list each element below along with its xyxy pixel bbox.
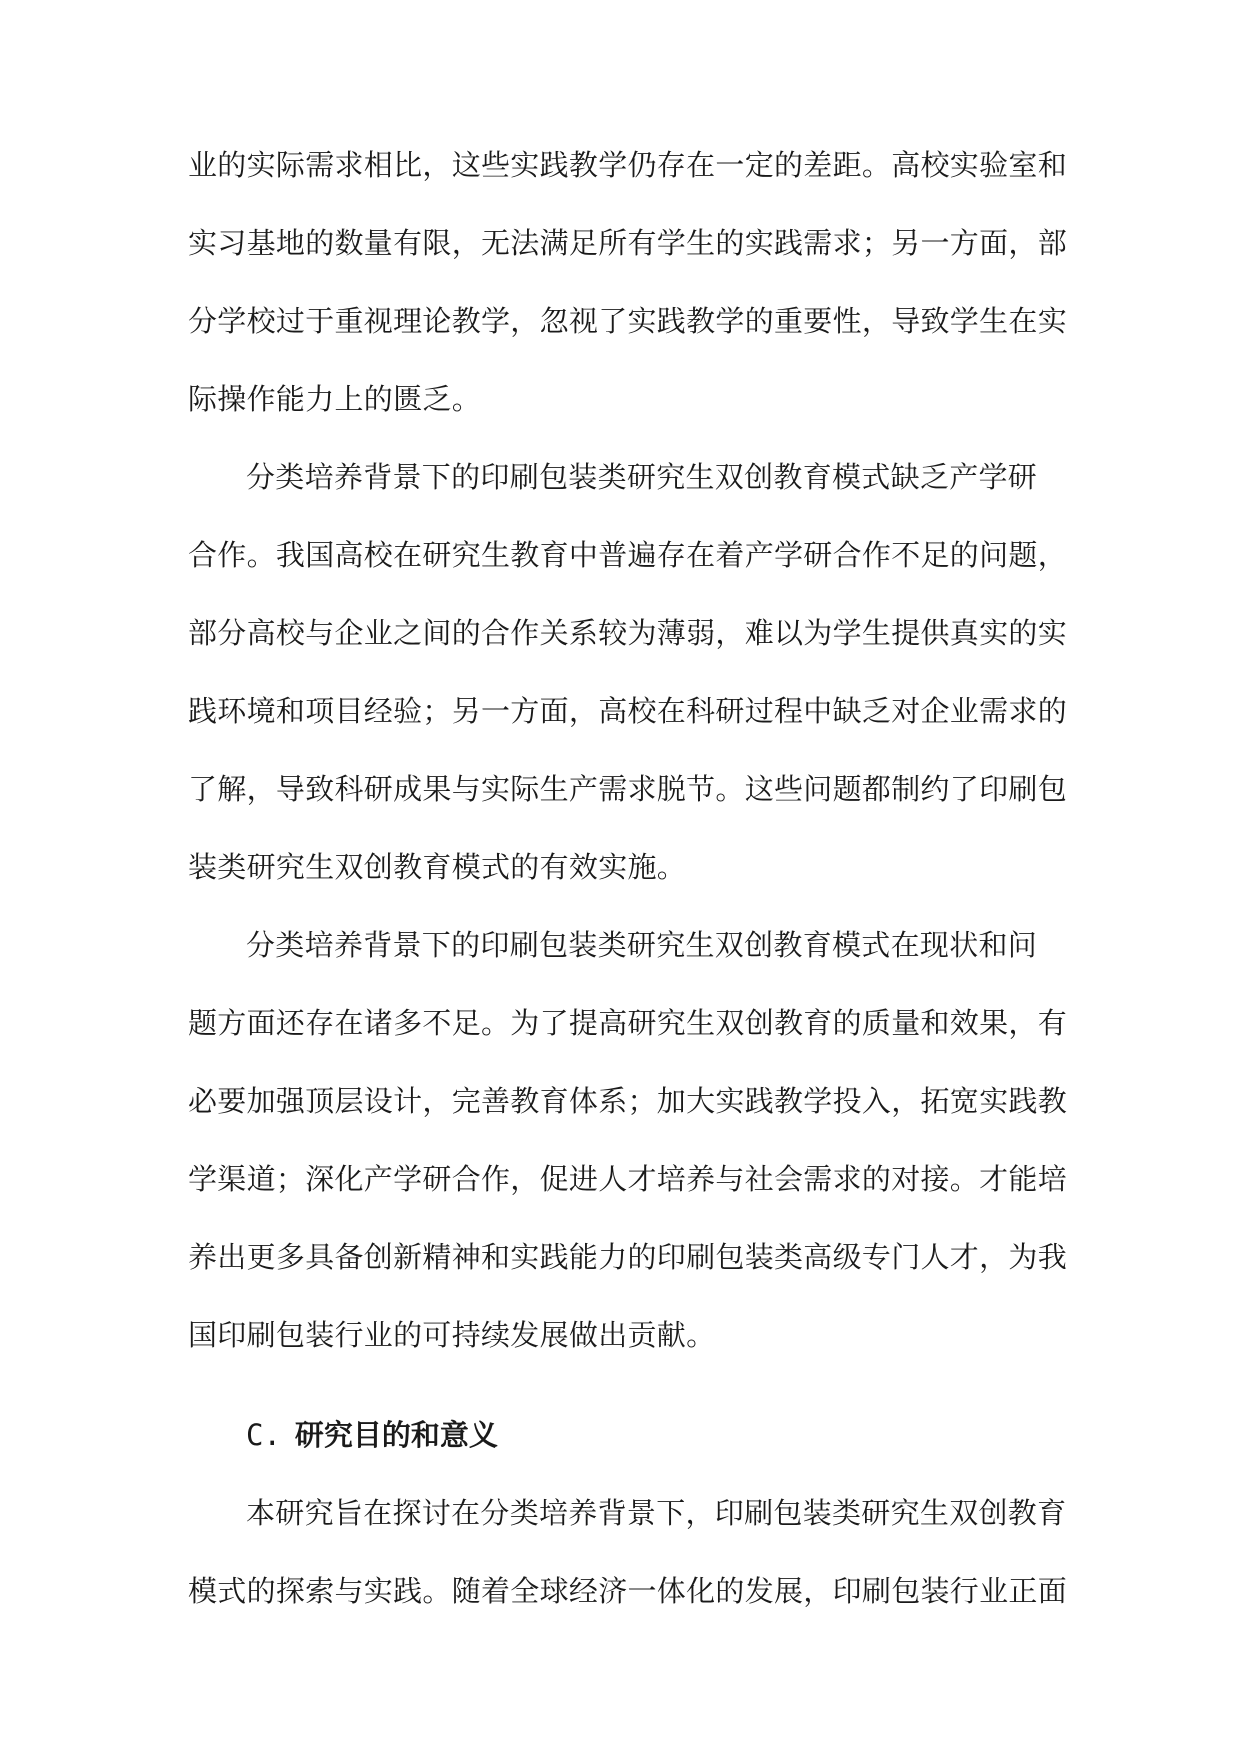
section-heading — [188, 1415, 1068, 1455]
text-line: 业的实际需求相比，这些实践教学仍存在一定的差距。高校实验室和 — [188, 148, 1068, 182]
text-line: 分类培养背景下的印刷包装类研究生双创教育模式在现状和问 — [246, 928, 1038, 962]
text-line: 际操作能力上的匮乏。 — [188, 382, 482, 416]
paragraph-research-purpose — [188, 1493, 1068, 1611]
text-line: 国印刷包装行业的可持续发展做出贡献。 — [188, 1318, 716, 1352]
text-line: 分类培养背景下的印刷包装类研究生双创教育模式缺乏产学研 — [246, 460, 1038, 494]
text-line: 部分高校与企业之间的合作关系较为薄弱，难以为学生提供真实的实 — [188, 616, 1068, 650]
text-line: 模式的探索与实践。随着全球经济一体化的发展，印刷包装行业正面 — [188, 1574, 1068, 1608]
section-number: C. — [246, 1418, 281, 1452]
document-body — [188, 145, 1068, 1611]
text-line: 养出更多具备创新精神和实践能力的印刷包装类高级专门人才，为我 — [188, 1240, 1068, 1274]
text-line: 践环境和项目经验；另一方面，高校在科研过程中缺乏对企业需求的 — [188, 694, 1068, 728]
text-line: 学渠道；深化产学研合作，促进人才培养与社会需求的对接。才能培 — [188, 1162, 1068, 1196]
text-line: 题方面还存在诸多不足。为了提高研究生双创教育的质量和效果，有 — [188, 1006, 1068, 1040]
text-line: 合作。我国高校在研究生教育中普遍存在着产学研合作不足的问题， — [188, 538, 1068, 572]
paragraph-practice-gap — [188, 145, 1068, 419]
text-line: 必要加强顶层设计，完善教育体系；加大实践教学投入，拓宽实践教 — [188, 1084, 1068, 1118]
text-line: 本研究旨在探讨在分类培养背景下，印刷包装类研究生双创教育 — [246, 1496, 1067, 1530]
section-title: 研究目的和意义 — [294, 1418, 498, 1452]
text-line: 分学校过于重视理论教学，忽视了实践教学的重要性，导致学生在实 — [188, 304, 1068, 338]
paragraph-summary — [188, 925, 1068, 1355]
text-line: 实习基地的数量有限，无法满足所有学生的实践需求；另一方面，部 — [188, 226, 1068, 260]
text-line: 装类研究生双创教育模式的有效实施。 — [188, 850, 687, 884]
paragraph-industry-cooperation — [188, 457, 1068, 887]
text-line: 了解，导致科研成果与实际生产需求脱节。这些问题都制约了印刷包 — [188, 772, 1068, 806]
